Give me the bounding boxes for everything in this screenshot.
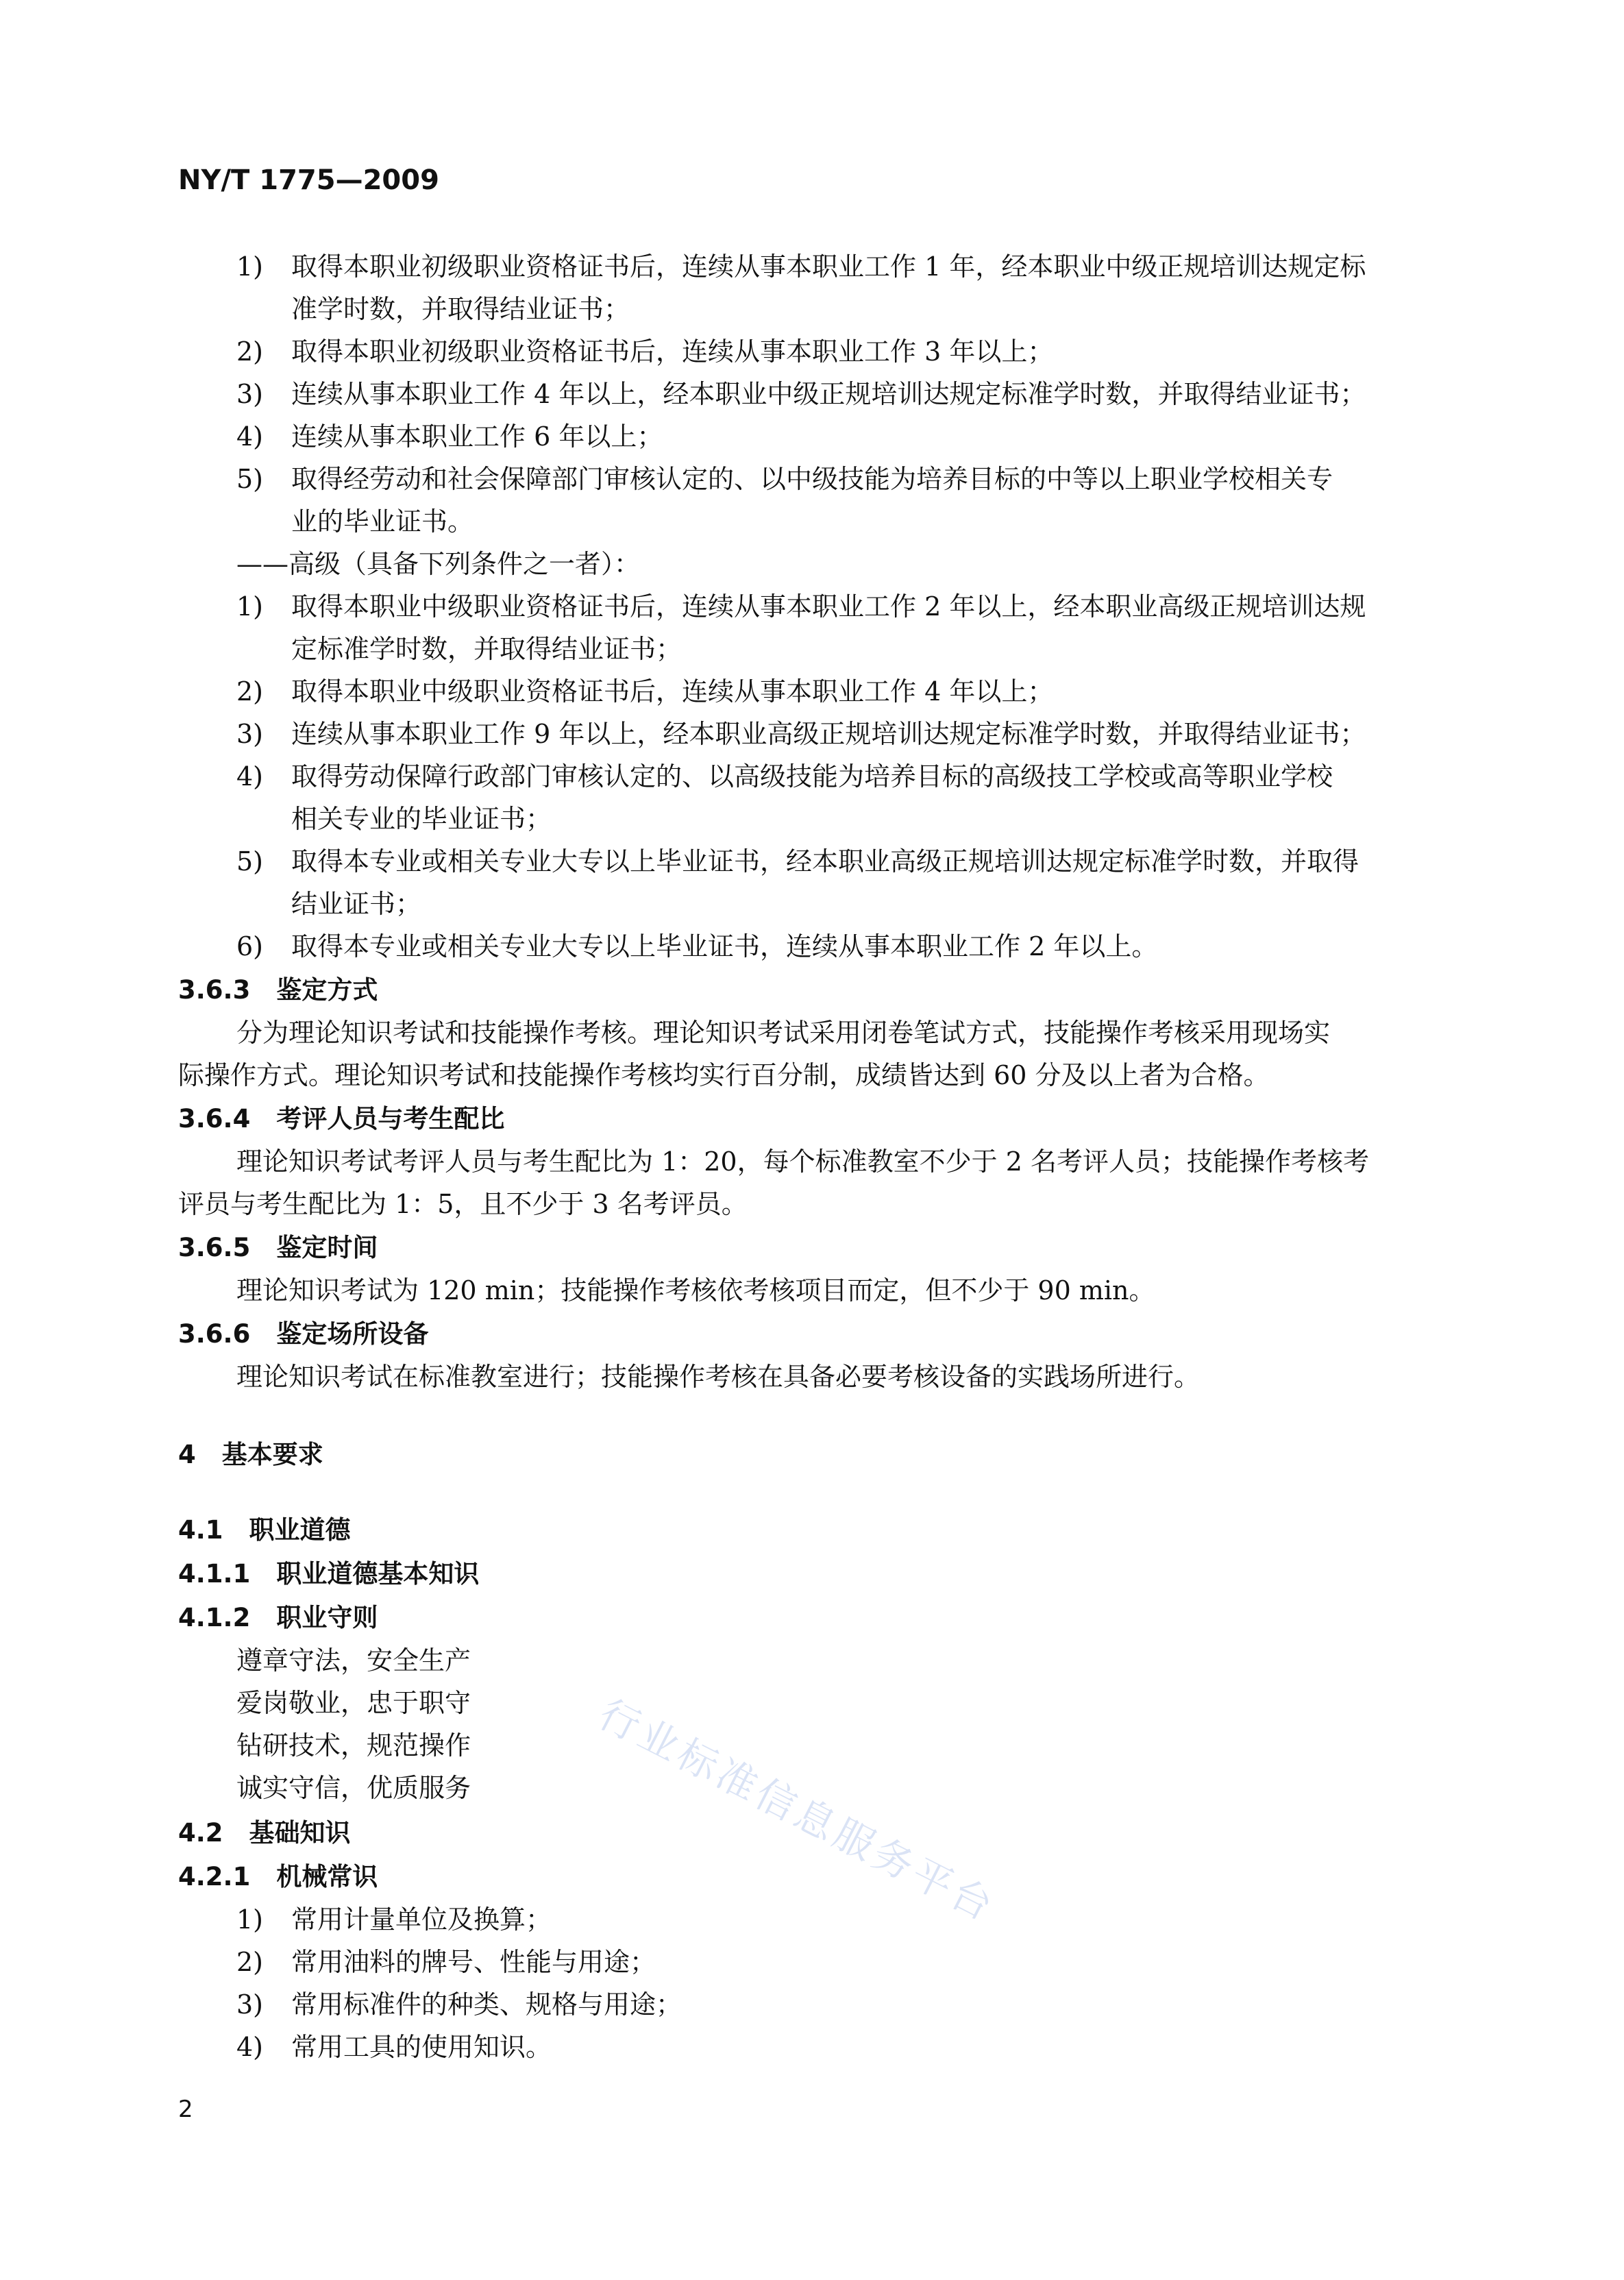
section-number: 4.2 — [178, 1818, 223, 1848]
section-title: 职业守则 — [276, 1603, 378, 1632]
section-title: 鉴定方式 — [276, 975, 378, 1005]
section-title: 鉴定场所设备 — [276, 1319, 429, 1349]
paragraph-line: 爱岗敬业，忠于职守 — [236, 1688, 471, 1718]
section-title: 职业道德 — [249, 1515, 351, 1545]
list-item-text: 取得本专业或相关专业大专以上毕业证书，连续从事本职业工作 2 年以上。 — [291, 931, 1158, 961]
section-heading — [178, 1103, 504, 1135]
section-title: 基础知识 — [249, 1818, 351, 1848]
list-item-text: 取得本职业初级职业资格证书后，连续从事本职业工作 1 年，经本职业中级正规培训达规定标 — [291, 252, 1366, 282]
list-item-marker: 3) — [236, 1989, 264, 2020]
paragraph-line: 理论知识考试为 120 min；技能操作考核依考核项目而定，但不少于 90 min。 — [236, 1275, 1155, 1306]
list-item-marker: 4) — [236, 761, 264, 792]
list-item-text: 连续从事本职业工作 4 年以上，经本职业中级正规培训达规定标准学时数，并取得结业证书； — [291, 379, 1366, 409]
paragraph-line: 相关专业的毕业证书； — [291, 804, 552, 834]
list-item-text: 取得本职业中级职业资格证书后，连续从事本职业工作 2 年以上，经本职业高级正规培训达规 — [291, 591, 1366, 622]
section-number: 3.6.6 — [178, 1319, 251, 1349]
list-item-marker: 1) — [236, 1904, 264, 1935]
section-heading — [178, 1439, 323, 1471]
section-heading — [178, 974, 378, 1006]
list-item-text: 常用油料的牌号、性能与用途； — [291, 1947, 656, 1977]
list-item-marker: 4) — [236, 421, 264, 452]
section-heading — [178, 1558, 479, 1590]
section-number: 4.2.1 — [178, 1862, 251, 1891]
list-item-marker: 6) — [236, 931, 264, 961]
paragraph-line: 遵章守法，安全生产 — [236, 1645, 471, 1676]
section-heading — [178, 1319, 428, 1350]
section-number: 4 — [178, 1440, 196, 1469]
list-item-text: 取得经劳动和社会保障部门审核认定的、以中级技能为培养目标的中等以上职业学校相关专 — [291, 464, 1333, 494]
list-item-text: 常用标准件的种类、规格与用途； — [291, 1989, 682, 2020]
paragraph-line: 准学时数，并取得结业证书； — [291, 294, 630, 324]
list-item-marker: 2) — [236, 336, 264, 367]
list-item-marker: 1) — [236, 591, 264, 622]
section-title: 考评人员与考生配比 — [276, 1104, 505, 1133]
list-item-marker: 2) — [236, 1947, 264, 1977]
section-title: 基本要求 — [221, 1440, 323, 1469]
paragraph-line: 结业证书； — [291, 889, 422, 919]
list-item-text: 连续从事本职业工作 6 年以上； — [291, 421, 663, 452]
list-item-marker: 2) — [236, 676, 264, 707]
page-number: 2 — [178, 2096, 193, 2123]
paragraph-line: 际操作方式。理论知识考试和技能操作考核均实行百分制，成绩皆达到 60 分及以上者为合格。 — [178, 1060, 1270, 1090]
section-number: 4.1.2 — [178, 1603, 251, 1632]
watermark: 行业标准信息服务平台 — [591, 1690, 1004, 1931]
list-item-marker: 4) — [236, 2032, 264, 2062]
list-item-text: 常用工具的使用知识。 — [291, 2032, 552, 2062]
list-item-text: 取得本职业初级职业资格证书后，连续从事本职业工作 3 年以上； — [291, 336, 1054, 367]
paragraph-line: ——高级（具备下列条件之一者）： — [236, 549, 641, 579]
list-item-text: 连续从事本职业工作 9 年以上，经本职业高级正规培训达规定标准学时数，并取得结业证书； — [291, 719, 1366, 749]
list-item-text: 取得劳动保障行政部门审核认定的、以高级技能为培养目标的高级技工学校或高等职业学校 — [291, 761, 1333, 792]
list-item-marker: 1) — [236, 252, 264, 282]
section-heading — [178, 1602, 378, 1634]
list-item-text: 取得本职业中级职业资格证书后，连续从事本职业工作 4 年以上； — [291, 676, 1054, 707]
paragraph-line: 评员与考生配比为 1：5，且不少于 3 名考评员。 — [178, 1189, 748, 1219]
section-title: 职业道德基本知识 — [276, 1559, 480, 1589]
list-item-marker: 5) — [236, 464, 264, 494]
section-title: 机械常识 — [276, 1862, 378, 1891]
paragraph-line: 理论知识考试考评人员与考生配比为 1：20，每个标准教室不少于 2 名考评人员；技能操作考核考 — [236, 1147, 1369, 1177]
list-item-marker: 3) — [236, 719, 264, 749]
paragraph-line: 分为理论知识考试和技能操作考核。理论知识考试采用闭卷笔试方式，技能操作考核采用现场实 — [236, 1018, 1331, 1048]
paragraph-line: 理论知识考试在标准教室进行；技能操作考核在具备必要考核设备的实践场所进行。 — [236, 1362, 1201, 1392]
list-item-marker: 3) — [236, 379, 264, 409]
section-number: 4.1 — [178, 1515, 223, 1545]
section-number: 3.6.3 — [178, 975, 251, 1005]
paragraph-line: 诚实守信，优质服务 — [236, 1773, 471, 1803]
list-item-marker: 5) — [236, 846, 264, 877]
section-heading — [178, 1861, 378, 1893]
list-item-text: 取得本专业或相关专业大专以上毕业证书，经本职业高级正规培训达规定标准学时数，并取得 — [291, 846, 1360, 877]
standard-code-header: NY/T 1775—2009 — [178, 164, 439, 196]
paragraph-line: 业的毕业证书。 — [291, 506, 474, 537]
section-heading — [178, 1817, 351, 1849]
paragraph-line: 定标准学时数，并取得结业证书； — [291, 634, 682, 664]
section-heading — [178, 1232, 378, 1264]
paragraph-line: 钻研技术，规范操作 — [236, 1730, 471, 1761]
section-heading — [178, 1515, 351, 1546]
section-number: 4.1.1 — [178, 1559, 251, 1589]
section-number: 3.6.4 — [178, 1104, 251, 1133]
section-number: 3.6.5 — [178, 1233, 251, 1262]
list-item-text: 常用计量单位及换算； — [291, 1904, 552, 1935]
section-title: 鉴定时间 — [276, 1233, 378, 1262]
